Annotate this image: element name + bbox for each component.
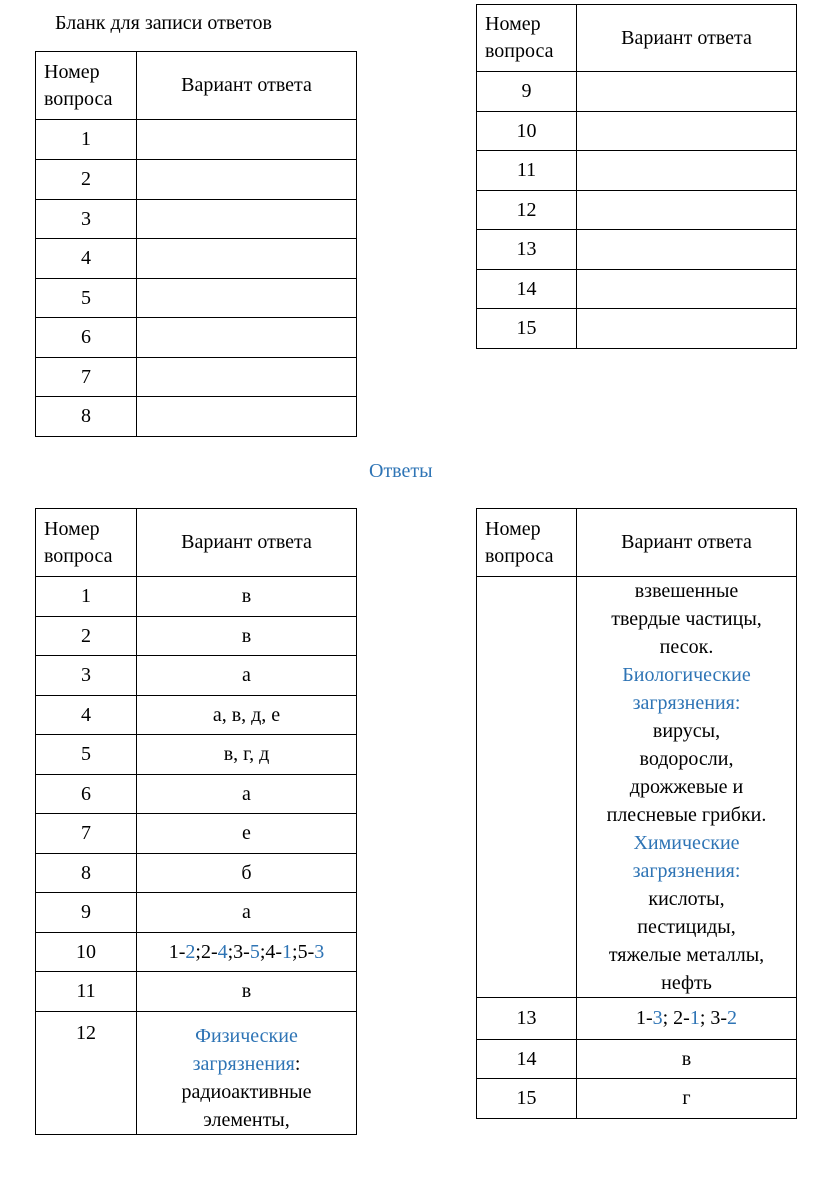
question-number: 11 [36, 972, 137, 1012]
question-number: 14 [477, 1040, 577, 1079]
question-number: 7 [36, 814, 137, 854]
answer-value: а [137, 775, 357, 814]
answer-value-12: Физические загрязнения: радиоактивные элементы, [137, 1012, 357, 1135]
answer-cell[interactable] [577, 230, 797, 270]
answer-cell[interactable] [577, 191, 797, 230]
answer-value: в, г, д [137, 735, 357, 775]
header-variant: Вариант ответа [577, 509, 797, 577]
answer-value: в [137, 617, 357, 656]
question-number: 7 [36, 358, 137, 397]
header-number: Номер вопроса [36, 52, 137, 120]
header-variant: Вариант ответа [137, 509, 357, 577]
question-number: 3 [36, 200, 137, 239]
answer-cell[interactable] [577, 72, 797, 112]
answer-cell[interactable] [137, 239, 357, 279]
answer-cell[interactable] [137, 397, 357, 437]
header-number: Номер вопроса [36, 509, 137, 577]
question-number: 5 [36, 735, 137, 775]
answer-cell[interactable] [577, 309, 797, 349]
answers-table-right [476, 508, 797, 1119]
answer-cell[interactable] [577, 270, 797, 309]
question-number: 2 [36, 160, 137, 200]
answer-cell[interactable] [137, 358, 357, 397]
question-number: 15 [477, 1079, 577, 1119]
header-variant: Вариант ответа [137, 52, 357, 120]
question-number: 12 [477, 191, 577, 230]
question-number: 14 [477, 270, 577, 309]
question-number-empty [477, 577, 577, 998]
answer-value: б [137, 854, 357, 893]
answer-value: е [137, 814, 357, 854]
answer-cell[interactable] [577, 151, 797, 191]
answer-value: в [137, 577, 357, 617]
header-variant: Вариант ответа [577, 5, 797, 72]
answer-cell[interactable] [137, 200, 357, 239]
answer-cell[interactable] [137, 279, 357, 318]
blank-title: Бланк для записи ответов [55, 12, 272, 34]
question-number: 10 [36, 933, 137, 972]
answer-value: а, в, д, е [137, 696, 357, 735]
question-number: 15 [477, 309, 577, 349]
blank-table-right [476, 4, 797, 349]
question-number: 6 [36, 318, 137, 358]
header-number: Номер вопроса [477, 509, 577, 577]
answer-value: в [137, 972, 357, 1012]
answer-value-12-continued: взвешенные твердые частицы, песок. Биологические загрязнения: вирусы, водоросли, дрожжевые и плесневые грибки. Химические загрязнения: кислоты, пестициды, тяжелые металлы, нефть [577, 577, 797, 998]
answer-value: в [577, 1040, 797, 1079]
answer-cell[interactable] [137, 160, 357, 200]
answer-value: г [577, 1079, 797, 1119]
answer-value: а [137, 893, 357, 933]
question-number: 6 [36, 775, 137, 814]
question-number: 8 [36, 854, 137, 893]
blank-table-left [35, 51, 357, 437]
question-number: 10 [477, 112, 577, 151]
answers-table-left [35, 508, 357, 1135]
answer-cell[interactable] [137, 120, 357, 160]
question-number: 3 [36, 656, 137, 696]
answer-value: а [137, 656, 357, 696]
question-number: 4 [36, 239, 137, 279]
question-number: 8 [36, 397, 137, 437]
question-number: 9 [477, 72, 577, 112]
question-number: 2 [36, 617, 137, 656]
question-number: 12 [36, 1012, 137, 1135]
header-number: Номер вопроса [477, 5, 577, 72]
answers-title: Ответы [369, 460, 433, 482]
question-number: 13 [477, 230, 577, 270]
answer-value-10: 1-2;2-4;3-5;4-1;5-3 [137, 933, 357, 972]
question-number: 9 [36, 893, 137, 933]
question-number: 1 [36, 120, 137, 160]
question-number: 4 [36, 696, 137, 735]
question-number: 5 [36, 279, 137, 318]
question-number: 11 [477, 151, 577, 191]
answer-cell[interactable] [577, 112, 797, 151]
question-number: 13 [477, 998, 577, 1040]
answer-cell[interactable] [137, 318, 357, 358]
answer-value-13: 1-3; 2-1; 3-2 [577, 998, 797, 1040]
question-number: 1 [36, 577, 137, 617]
